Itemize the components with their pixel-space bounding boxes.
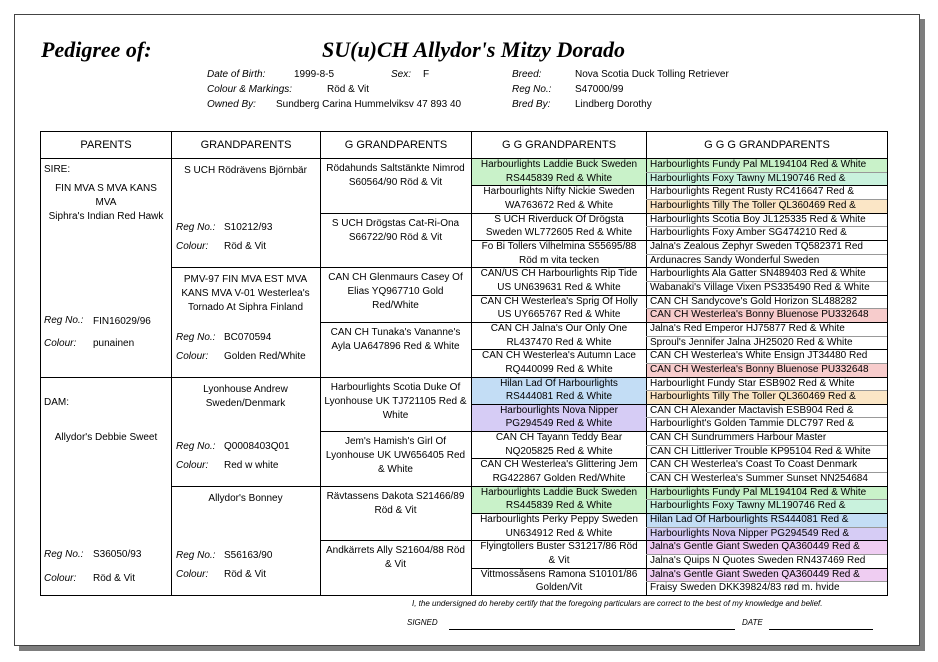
gg-grandparent-text: Sweden WL772605 Red & White xyxy=(485,227,633,239)
dam-reg-value: S36050/93 xyxy=(93,549,142,560)
gg-grandparent-cell xyxy=(472,185,646,212)
gg-grandparent-text: Harbourlights Nova Nipper xyxy=(500,404,618,416)
row-divider xyxy=(646,281,887,282)
ggg-grandparent-name: Harbourlights Regent Rusty RC416647 Red & xyxy=(650,186,854,198)
ggg-grandparent-name: Wabanaki's Village Vixen PS335490 Red & White xyxy=(650,281,870,293)
ggg-grandparent-name: Jalna's Gentle Giant Sweden QA360449 Red & xyxy=(650,568,860,580)
ggg-grandparent-name: Harbourlights Foxy Amber SG474210 Red & xyxy=(650,227,847,239)
gg-grandparent-cell xyxy=(472,240,646,267)
row-divider xyxy=(320,540,887,541)
breeder-label: Bred By: xyxy=(512,99,551,110)
row-divider xyxy=(646,336,887,337)
ggg-grandparent-name: Sproul's Jennifer Jalna JH25020 Red & White xyxy=(650,336,853,348)
dam-name: Allydor's Debbie Sweet xyxy=(54,432,158,443)
gg-grandparent-cell xyxy=(472,404,646,431)
dam-colour-label: Colour: xyxy=(44,573,77,584)
breed-value: Nova Scotia Duck Tolling Retriever xyxy=(575,69,729,80)
ggg-grandparent-cell xyxy=(647,336,887,350)
gg-grandparent-cell xyxy=(472,540,646,567)
ggg-grandparent-name: Harbourlights Foxy Tawny ML190746 Red & xyxy=(650,172,846,184)
ggg-grandparent-cell xyxy=(647,240,887,254)
gg-grandparent-text: RQ440099 Red & White xyxy=(505,363,613,375)
grandparent-name: Allydor's Bonney xyxy=(208,492,283,504)
grandparent-name: Lyonhouse Andrew Sweden/Denmark xyxy=(203,383,288,409)
ggg-grandparent-cell xyxy=(647,377,887,391)
g-grandparent-cell: Harbourlights Scotia Duke Of Lyonhouse UK TJ721105 Red & White xyxy=(324,381,467,421)
row-divider xyxy=(646,472,887,473)
sire-name: FIN MVA S MVA KANS MVA Siphra's Indian Red Hawk xyxy=(48,183,164,222)
ggg-grandparent-cell xyxy=(647,213,887,227)
grandparent-name: S UCH Rödrävens Björnbär xyxy=(184,165,307,176)
row-divider xyxy=(471,185,887,186)
gg-grandparent-text: Harbourlights Laddie Buck Sweden xyxy=(480,486,638,498)
ggg-grandparent-name: CAN CH Westerlea's Bonny Bluenose PU332648 xyxy=(650,309,869,321)
breed-label: Breed: xyxy=(512,69,542,80)
ggg-grandparent-name: CAN CH Sundrummers Harbour Master xyxy=(650,432,827,444)
row-divider xyxy=(646,581,887,582)
ggg-grandparent-name: CAN CH Westerlea's White Ensign JT34480 Red xyxy=(650,350,868,362)
col-header-parents: PARENTS xyxy=(80,139,132,151)
grandparent-colour-label: Colour: xyxy=(176,350,209,362)
row-divider xyxy=(471,458,887,459)
gg-grandparent-text: NQ205825 Red & White xyxy=(505,445,613,457)
col-header-grandparents: GRANDPARENTS xyxy=(200,139,292,151)
gg-grandparent-text: RS444081 Red & White xyxy=(505,391,613,403)
ggg-grandparent-name: Jalna's Quips N Quotes Sweden RN437469 Red xyxy=(650,555,866,567)
ggg-grandparent-cell xyxy=(647,226,887,240)
ggg-grandparent-cell xyxy=(647,281,887,295)
gg-grandparent-text: RL437470 Red & White xyxy=(506,336,612,348)
ggg-grandparent-name: Ardunacres Sandy Wonderful Sweden xyxy=(650,254,820,266)
g-grandparent-cell: Andkärrets Ally S21604/88 Röd & Vit xyxy=(326,545,465,571)
owner-label: Owned By: xyxy=(207,99,256,110)
ggg-grandparent-name: Harbourlight Fundy Star ESB902 Red & White xyxy=(650,377,855,389)
g-grandparent-cell: CAN CH Tunaka's Vananne's Ayla UA647896 Red & White xyxy=(330,326,461,352)
ggg-grandparent-cell xyxy=(647,363,887,377)
ggg-grandparent-name: CAN CH Sandycove's Gold Horizon SL488282 xyxy=(650,295,858,307)
gg-grandparent-text: Röd m vita tecken xyxy=(518,254,600,266)
grandparent-reg-value: S10212/93 xyxy=(224,222,273,234)
ggg-grandparent-cell xyxy=(647,472,887,486)
row-divider xyxy=(646,226,887,227)
row-divider xyxy=(471,568,887,569)
column-divider xyxy=(320,132,321,595)
row-divider xyxy=(646,254,887,255)
g-grandparent-cell: Rödahunds Saltstänkte Nimrod S60564/90 Röd & Vit xyxy=(326,163,465,188)
ggg-grandparent-cell xyxy=(647,404,887,418)
ggg-grandparent-name: CAN CH Westerlea's Summer Sunset NN254684 xyxy=(650,473,868,485)
grandparent-colour-label: Colour: xyxy=(176,241,209,253)
breeder-value: Lindberg Dorothy xyxy=(575,99,652,110)
row-divider xyxy=(320,322,887,323)
gg-grandparent-text: WA763672 Red & White xyxy=(504,199,614,211)
ggg-grandparent-name: Harbourlights Scotia Boy JL125335 Red & White xyxy=(650,213,866,225)
row-divider xyxy=(646,199,887,200)
gg-grandparent-text: Fo Bi Tollers Vilhelmina S55695/88 xyxy=(481,240,637,252)
ggg-grandparent-name: Harbourlights Fundy Pal ML194104 Red & White xyxy=(650,486,867,498)
gg-grandparent-cell xyxy=(472,295,646,322)
sire-colour-label: Colour: xyxy=(44,338,77,349)
ggg-grandparent-name: CAN CH Westerlea's Coast To Coast Denmark xyxy=(650,459,858,471)
ggg-grandparent-name: Harbourlights Tilly The Toller QL360469 Red & xyxy=(650,391,856,403)
gg-grandparent-text: S UCH Riverduck Of Drögsta xyxy=(494,213,624,225)
ggg-grandparent-cell xyxy=(647,199,887,213)
row-divider xyxy=(320,213,887,214)
gg-grandparent-text: US UN639631 Red & White xyxy=(497,281,621,293)
gg-grandparent-text: RS445839 Red & White xyxy=(505,172,613,184)
ggg-grandparent-cell xyxy=(647,554,887,568)
g-grandparent-cell: Rävtassens Dakota S21466/89 Röd & Vit xyxy=(326,490,465,516)
gg-grandparent-cell xyxy=(472,513,646,540)
grandparent-colour-value: Red w white xyxy=(224,459,279,471)
sex-value: F xyxy=(423,69,430,80)
gg-grandparent-text: US UY665767 Red & White xyxy=(497,309,621,321)
ggg-grandparent-name: Jalna's Red Emperor HJ75877 Red & White xyxy=(650,322,845,334)
row-divider xyxy=(471,404,887,405)
col-header-g-grandparents: G GRANDPARENTS xyxy=(344,139,448,151)
ggg-grandparent-name: Harbourlights Ala Gatter SN489403 Red & White xyxy=(650,268,866,280)
gg-grandparent-cell xyxy=(472,158,646,185)
gg-grandparent-text: Harbourlights Nifty Nickie Sweden xyxy=(483,186,635,198)
row-divider xyxy=(471,240,887,241)
gg-grandparent-cell xyxy=(472,568,646,595)
sex-label: Sex: xyxy=(391,69,412,80)
regno-value: S47000/99 xyxy=(575,84,624,95)
gg-grandparent-text: CAN/US CH Harbourlights Rip Tide xyxy=(480,268,638,280)
grandparent-reg-label: Reg No.: xyxy=(176,440,216,452)
ggg-grandparent-cell xyxy=(647,254,887,268)
gg-grandparent-text: Golden/Vit xyxy=(535,582,583,594)
sire-role-label: SIRE: xyxy=(44,164,71,175)
g-grandparent-cell: Jem's Hamish's Girl Of Lyonhouse UK UW656405 Red & White xyxy=(325,436,466,476)
ggg-grandparent-cell xyxy=(647,308,887,322)
dob-label: Date of Birth: xyxy=(207,69,266,80)
gg-grandparent-cell xyxy=(472,349,646,376)
ggg-grandparent-cell xyxy=(647,349,887,363)
ggg-grandparent-cell xyxy=(647,172,887,186)
gg-grandparent-text: RG422867 Golden Red/White xyxy=(492,473,626,485)
dob-value: 1999-8-5 xyxy=(294,69,335,80)
date-line[interactable] xyxy=(769,629,873,630)
ggg-grandparent-cell xyxy=(647,513,887,527)
column-divider xyxy=(171,132,172,595)
grandparent-colour-label: Colour: xyxy=(176,459,209,471)
gg-grandparent-text: RS445839 Red & White xyxy=(505,500,613,512)
gg-grandparent-cell xyxy=(472,213,646,240)
ggg-grandparent-name: CAN CH Littleriver Trouble KP95104 Red & White xyxy=(650,445,871,457)
grandparent-name: PMV-97 FIN MVA EST MVA KANS MVA V-01 Westerlea's Tornado At Siphra Finland xyxy=(181,274,310,314)
gg-grandparent-text: PG294549 Red & White xyxy=(505,418,613,430)
colour-markings-label: Colour & Markings: xyxy=(207,84,293,95)
ggg-grandparent-cell xyxy=(647,158,887,172)
g-grandparent-cell: CAN CH Glenmaurs Casey Of Elias YQ967710 Gold Red/White xyxy=(328,272,463,312)
gg-grandparent-text: Hilan Lad Of Harbourlights xyxy=(500,377,618,389)
grandparent-reg-label: Reg No.: xyxy=(176,222,216,234)
ggg-grandparent-cell xyxy=(647,540,887,554)
row-divider xyxy=(471,513,887,514)
ggg-grandparent-cell xyxy=(647,185,887,199)
pedigree-sheet xyxy=(14,14,920,646)
row-divider xyxy=(646,308,887,309)
ggg-grandparent-cell xyxy=(647,295,887,309)
grandparent-reg-label: Reg No.: xyxy=(176,331,216,343)
dam-role-label: DAM: xyxy=(44,397,69,408)
ggg-grandparent-cell xyxy=(647,431,887,445)
ggg-grandparent-cell xyxy=(647,322,887,336)
grandparent-reg-value: BC070594 xyxy=(224,331,272,343)
ggg-grandparent-name: Harbourlights Nova Nipper PG294549 Red & xyxy=(650,527,849,539)
gg-grandparent-text: CAN CH Westerlea's Glittering Jem xyxy=(480,459,638,471)
gg-grandparent-text: Harbourlights Perky Peppy Sweden xyxy=(480,514,638,526)
row-divider xyxy=(646,554,887,555)
col-header-ggg-grandparents: G G G GRANDPARENTS xyxy=(704,139,830,151)
ggg-grandparent-cell xyxy=(647,390,887,404)
ggg-grandparent-cell xyxy=(647,568,887,582)
ggg-grandparent-name: Harbourlights Foxy Tawny ML190746 Red & xyxy=(650,500,846,512)
row-divider xyxy=(41,377,887,378)
ggg-grandparent-name: Harbourlight's Golden Tammie DLC797 Red & xyxy=(650,418,855,430)
sire-reg-value: FIN16029/96 xyxy=(93,316,151,327)
ggg-grandparent-name: CAN CH Alexander Mactavish ESB904 Red & xyxy=(650,404,854,416)
gg-grandparent-text: CAN CH Tayann Teddy Bear xyxy=(495,432,623,444)
ggg-grandparent-cell xyxy=(647,267,887,281)
ggg-grandparent-cell xyxy=(647,458,887,472)
colour-markings-value: Röd & Vit xyxy=(327,84,370,95)
gg-grandparent-cell xyxy=(472,267,646,294)
gg-grandparent-text: UN634912 Red & White xyxy=(505,527,613,539)
ggg-grandparent-cell xyxy=(647,445,887,459)
row-divider xyxy=(646,499,887,500)
ggg-grandparent-name: Jalna's Zealous Zephyr Sweden TQ582371 Red xyxy=(650,240,863,252)
gg-grandparent-text: & Vit xyxy=(548,555,570,567)
regno-label: Reg No.: xyxy=(512,84,552,95)
gg-grandparent-text: Flyingtollers Buster S31217/86 Röd xyxy=(480,541,638,553)
dog-name-title: SU(u)CH Allydor's Mitzy Dorado xyxy=(322,37,625,62)
header-divider xyxy=(41,158,887,159)
gg-grandparent-cell xyxy=(472,322,646,349)
gg-grandparent-cell xyxy=(472,431,646,458)
signature-line[interactable] xyxy=(449,629,735,630)
date-label: DATE xyxy=(742,618,763,627)
gg-grandparent-text: Harbourlights Laddie Buck Sweden xyxy=(480,159,638,170)
row-divider xyxy=(646,417,887,418)
row-divider xyxy=(646,363,887,364)
ggg-grandparent-name: Fraisy Sweden DKK39824/83 rød m. hvide xyxy=(650,582,840,594)
row-divider xyxy=(171,486,887,487)
pedigree-table xyxy=(40,131,888,596)
gg-grandparent-cell xyxy=(472,458,646,485)
ggg-grandparent-cell xyxy=(647,486,887,500)
signed-label: SIGNED xyxy=(407,618,438,627)
grandparent-colour-value: Golden Red/White xyxy=(224,350,306,362)
column-divider xyxy=(471,132,472,595)
row-divider xyxy=(646,527,887,528)
ggg-grandparent-name: CAN CH Westerlea's Bonny Bluenose PU332648 xyxy=(650,363,869,375)
row-divider xyxy=(471,349,887,350)
ggg-grandparent-cell xyxy=(647,417,887,431)
grandparent-reg-label: Reg No.: xyxy=(176,550,216,561)
ggg-grandparent-name: Harbourlights Fundy Pal ML194104 Red & White xyxy=(650,159,867,170)
dam-colour-value: Röd & Vit xyxy=(93,573,136,584)
dam-reg-label: Reg No.: xyxy=(44,549,84,560)
grandparent-colour-value: Röd & Vit xyxy=(224,241,267,253)
row-divider xyxy=(646,390,887,391)
ggg-grandparent-name: Hilan Lad Of Harbourlights RS444081 Red & xyxy=(650,514,849,526)
ggg-grandparent-cell xyxy=(647,581,887,595)
col-header-gg-grandparents: G G GRANDPARENTS xyxy=(501,139,617,151)
row-divider xyxy=(646,445,887,446)
ggg-grandparent-name: Jalna's Gentle Giant Sweden QA360449 Red & xyxy=(650,541,860,553)
g-grandparent-cell: S UCH Drögstas Cat-Ri-Ona S66722/90 Röd & Vit xyxy=(331,217,460,243)
row-divider xyxy=(471,295,887,296)
grandparent-colour-label: Colour: xyxy=(176,569,209,580)
pedigree-label: Pedigree of: xyxy=(41,37,152,62)
grandparent-colour-value: Röd & Vit xyxy=(224,569,267,580)
ggg-grandparent-name: Harbourlights Tilly The Toller QL360469 Red & xyxy=(650,199,856,211)
gg-grandparent-cell xyxy=(472,377,646,404)
gg-grandparent-text: CAN CH Westerlea's Sprig Of Holly xyxy=(480,295,638,307)
sire-colour-value: punainen xyxy=(93,338,135,349)
ggg-grandparent-cell xyxy=(647,499,887,513)
sire-reg-label: Reg No.: xyxy=(44,315,84,326)
row-divider xyxy=(320,431,887,432)
owner-value: Sundberg Carina Hummelviksv 47 893 40 xyxy=(276,99,462,110)
grandparent-reg-value: Q0008403Q01 xyxy=(224,440,290,452)
ggg-grandparent-cell xyxy=(647,527,887,541)
certification-text: I, the undersigned do hereby certify that the foregoing particulars are correct to the best of my knowledge and belief. xyxy=(412,599,823,608)
grandparent-reg-value: S56163/90 xyxy=(224,550,273,561)
gg-grandparent-text: CAN CH Westerlea's Autumn Lace xyxy=(481,350,636,362)
gg-grandparent-cell xyxy=(472,486,646,513)
row-divider xyxy=(171,267,887,268)
gg-grandparent-text: CAN CH Jalna's Our Only One xyxy=(490,322,628,334)
gg-grandparent-text: Vittmossåsens Ramona S10101/86 xyxy=(480,568,638,580)
row-divider xyxy=(646,172,887,173)
